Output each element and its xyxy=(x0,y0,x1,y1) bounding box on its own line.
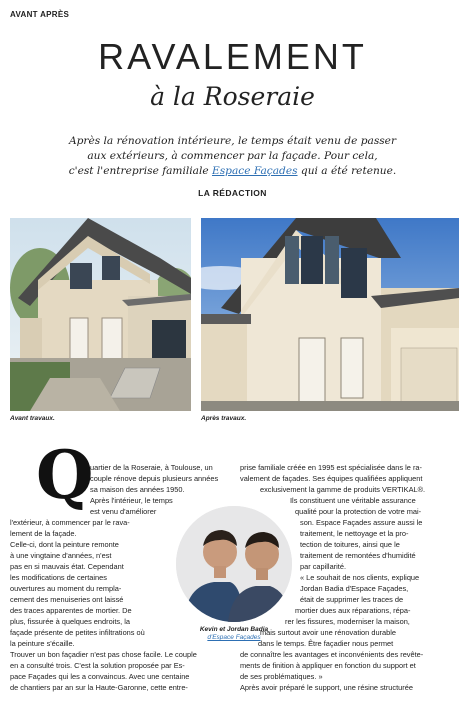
lead-text: c'est l'entreprise familiale xyxy=(68,165,209,177)
lead-paragraph xyxy=(40,134,425,179)
col2-line: tection de toitures, ainsi que le xyxy=(300,540,400,549)
col2-line: ments de finition à appliquer en fonction du support et xyxy=(240,661,416,670)
col1-line: sa maison des années 1950. xyxy=(90,485,185,494)
col1-line: Celle-ci, dont la peinture remonte xyxy=(10,540,119,549)
col2-line: mais surtout avoir une rénovation durable xyxy=(260,628,396,637)
col2-line: son. Espace Façades assure aussi le xyxy=(300,518,423,527)
before-photo xyxy=(10,218,191,411)
col2-line: mortier dues aux réparations, répa- xyxy=(295,606,411,615)
col1-line: façade présente de petites infiltrations où xyxy=(10,628,145,637)
col1-line: l'extérieur, à commencer par le rava- xyxy=(10,518,130,527)
col2-line: traitement, le nettoyage et la pro- xyxy=(300,529,409,538)
article-title: RAVALEMENT xyxy=(98,36,367,77)
col2-line: de ses problématiques. » xyxy=(240,672,323,681)
col1-line: les modifications de certaines xyxy=(10,573,107,582)
col2-line: prise familiale créée en 1995 est spécialisée dans le ra- xyxy=(240,463,422,472)
col1-line: ouvertures au moment du rempla- xyxy=(10,584,122,593)
col2-line: traitement de remontées d'humidité xyxy=(300,551,416,560)
drop-cap: Q xyxy=(36,436,94,514)
col1-line: pas en si mauvais état. Cependant xyxy=(10,562,124,571)
col1-line: lement de la façade. xyxy=(10,529,77,538)
col1-line: la peinture s'écaille. xyxy=(10,639,75,648)
portrait-company[interactable]: d'Espace Façades xyxy=(207,634,261,641)
byline: LA RÉDACTION xyxy=(198,188,267,198)
col2-line: exclusivement la gamme de produits VERTIKAL®. xyxy=(260,485,426,494)
col2-line: Jordan Badia d'Espace Façades, xyxy=(300,584,409,593)
after-photo xyxy=(201,218,459,411)
portrait-caption xyxy=(176,626,292,642)
lead-line-3 xyxy=(40,164,425,179)
col1-line: Après l'intérieur, le temps xyxy=(90,496,173,505)
col1-line: plus, fissurée à quelques endroits, la xyxy=(10,617,130,626)
col2-line: rer les fissures, moderniser la maison, xyxy=(285,617,410,626)
col2-line: Ils constituent une véritable assurance xyxy=(290,496,416,505)
before-caption: Avant travaux. xyxy=(10,415,55,422)
col2-line: Après avoir préparé le support, une résine structurée xyxy=(240,683,413,692)
col2-line: dans le temps. Être façadier nous permet xyxy=(258,639,394,648)
col1-line: uartier de la Roseraie, à Toulouse, un xyxy=(90,463,213,472)
lead-line-1: Après la rénovation intérieure, le temps était venu de passer xyxy=(68,135,397,147)
after-caption: Après travaux. xyxy=(201,415,247,422)
section-label: AVANT APRÈS xyxy=(10,10,70,19)
portrait-photo xyxy=(176,506,292,622)
col1-line: cement des menuiseries ont laissé xyxy=(10,595,124,604)
col2-line: par capillarité. xyxy=(300,562,347,571)
col1-line: en a consulté trois. C'est la solution proposée par Es- xyxy=(10,661,185,670)
col2-line: de connaître les avantages et inconvénients des revête- xyxy=(240,650,424,659)
col1-line: couple rénove depuis plusieurs années xyxy=(90,474,219,483)
col2-line: valement de façades. Ses équipes qualifiées appliquent xyxy=(240,474,423,483)
col2-line: qualité pour la protection de votre mai- xyxy=(295,507,422,516)
col1-line: de chantiers par an sur la Haute-Garonne, cette entre- xyxy=(10,683,188,692)
lead-text-end: qui a été retenue. xyxy=(300,165,397,177)
espace-facades-link[interactable]: Espace Façades xyxy=(212,165,298,177)
col2-line: « Le souhait de nos clients, explique xyxy=(300,573,420,582)
article-subtitle: à la Roseraie xyxy=(150,82,315,111)
col1-line: pace Façades qui les a convaincus. Avec une centaine xyxy=(10,672,190,681)
col1-line: des traces apparentes de mortier. De xyxy=(10,606,132,615)
col1-line: à une vingtaine d'années, n'est xyxy=(10,551,112,560)
col1-line: est venu d'améliorer xyxy=(90,507,157,516)
col1-line: Trouver un bon façadier n'est pas chose facile. Le couple xyxy=(10,650,197,659)
lead-line-2: aux extérieurs, à commencer par la façade. Pour cela, xyxy=(87,150,378,162)
portrait-names: Kevin et Jordan Badia xyxy=(199,626,269,633)
col2-line: était de supprimer les traces de xyxy=(300,595,404,604)
